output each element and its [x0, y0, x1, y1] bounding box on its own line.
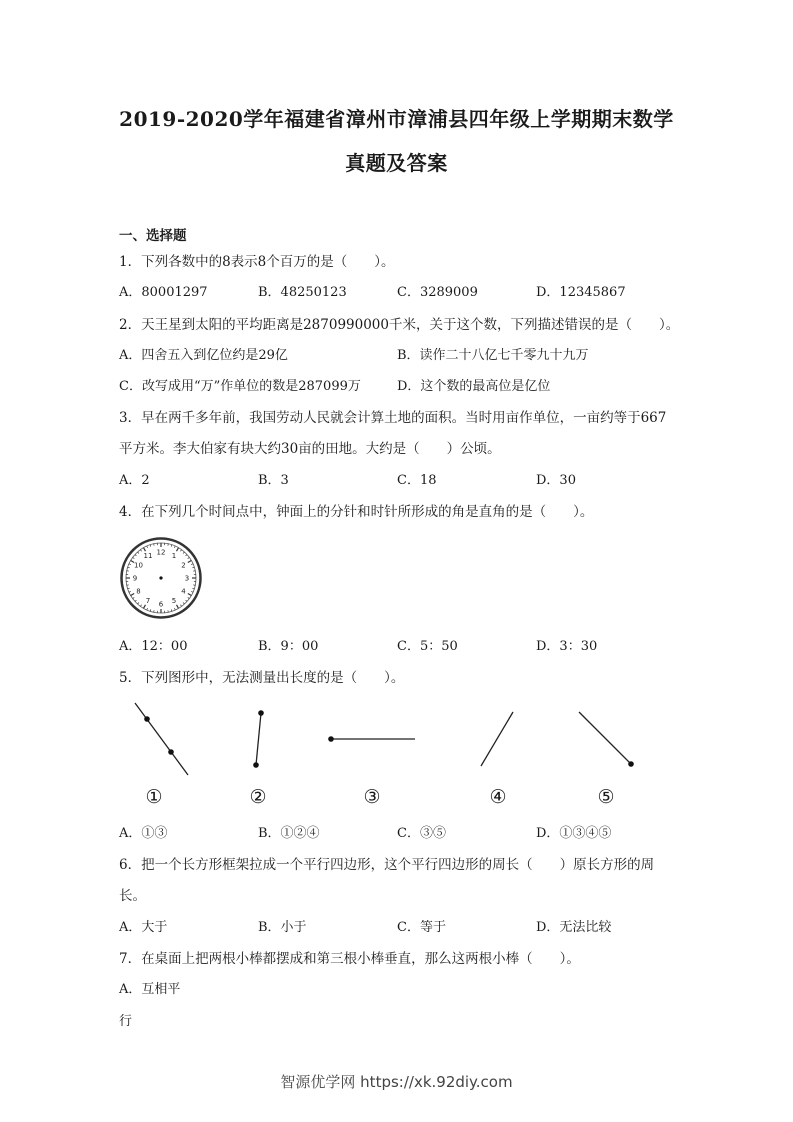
q1-option-a: A．80001297 [119, 285, 208, 300]
question-3-stem-line-1: 3．早在两千多年前，我国劳动人民就会计算土地的面积。当时用亩作单位，一亩约等于667 [119, 410, 667, 426]
q3-option-b: B．3 [258, 473, 289, 488]
clock-numeral: 7 [145, 597, 151, 606]
q6-option-b: B．小于 [258, 920, 307, 935]
q5-option-c: C．③⑤ [397, 826, 446, 841]
q5-option-a: A．①③ [119, 826, 168, 841]
q5-option-d: D．①③④⑤ [536, 826, 612, 841]
question-5-stem: 5．下列图形中，无法测量出长度的是（ ）。 [119, 670, 405, 686]
clock-numeral: 10 [134, 561, 143, 570]
figure-4-line [481, 712, 513, 766]
q1-option-c: C．3289009 [397, 285, 478, 300]
q2-option-c: C．改写成用“万”作单位的数是287099万 [119, 379, 361, 394]
question-4-stem: 4．在下列几个时间点中，钟面上的分针和时针所形成的角是直角的是（ ）。 [119, 504, 594, 520]
q3-option-c: C．18 [397, 473, 437, 488]
figure-label-2: ② [249, 786, 267, 808]
question-7-stem: 7．在桌面上把两根小棒都摆成和第三根小棒垂直，那么这两根小棒（ ）。 [119, 951, 580, 967]
clock-numeral: 2 [181, 561, 186, 570]
q2-option-d: D．这个数的最高位是亿位 [397, 379, 551, 394]
clock-numeral: 3 [184, 574, 190, 583]
figure-2-segment [253, 710, 264, 768]
q2-option-a: A．四舍五入到亿位约是29亿 [119, 348, 288, 363]
figure-label-5: ⑤ [597, 786, 615, 808]
q1-option-b: B．48250123 [258, 285, 347, 300]
question-1-stem: 1．下列各数中的8表示8个百万的是（ ）。 [119, 254, 395, 270]
q7-option-a-line-1: A．互相平 [119, 982, 181, 997]
question-6-stem-line-2: 长。 [119, 888, 146, 904]
clock-numeral: 6 [158, 600, 164, 609]
page-title-line-2: 真题及答案 [345, 151, 448, 175]
q2-option-b: B．读作二十八亿七千零九十九万 [397, 348, 589, 363]
clock-numeral: 1 [171, 551, 177, 560]
clock-numeral: 4 [181, 587, 186, 596]
figure-label-4: ④ [489, 786, 507, 808]
q6-option-d: D．无法比较 [536, 920, 612, 935]
question-3-stem-line-2: 平方米。李大伯家有块大约30亩的田地。大约是（ ）公顷。 [119, 441, 501, 457]
footer-watermark: 智源优学网 https://xk.92diy.com [280, 1073, 513, 1091]
q3-option-a: A．2 [119, 473, 150, 488]
q6-option-a: A．大于 [119, 920, 168, 935]
clock-numeral: 8 [136, 587, 141, 596]
q4-option-c: C．5：50 [397, 639, 458, 654]
figure-3-ray [328, 736, 415, 742]
question-6-stem-line-1: 6．把一个长方形框架拉成一个平行四边形，这个平行四边形的周长（ ）原长方形的周 [119, 857, 655, 873]
figure-label-1: ① [145, 786, 163, 808]
clock-numeral: 12 [156, 548, 166, 557]
q6-option-c: C．等于 [397, 920, 446, 935]
figure-label-3: ③ [363, 786, 381, 808]
q4-option-b: B．9：00 [258, 639, 319, 654]
figure-5-ray [579, 712, 634, 767]
clock-numeral: 11 [143, 551, 153, 560]
clock-numeral: 9 [132, 574, 138, 583]
q5-option-b: B．①②④ [258, 826, 320, 841]
q4-option-d: D．3：30 [536, 639, 598, 654]
q4-option-a: A．12：00 [119, 639, 188, 654]
figure-1-line [135, 703, 188, 775]
q3-option-d: D．30 [536, 473, 576, 488]
question-2-stem: 2．天王星到太阳的平均距离是2870990000千米，关于这个数，下列描述错误的是（ ）。 [119, 317, 680, 333]
q7-option-a-line-2: 行 [119, 1014, 133, 1029]
q1-option-d: D．12345867 [536, 285, 626, 300]
clock-numeral: 5 [171, 597, 177, 606]
page-title-line-1: 2019-2020学年福建省漳州市漳浦县四年级上学期期末数学 [119, 107, 674, 131]
section-heading: 一、选择题 [119, 228, 187, 244]
